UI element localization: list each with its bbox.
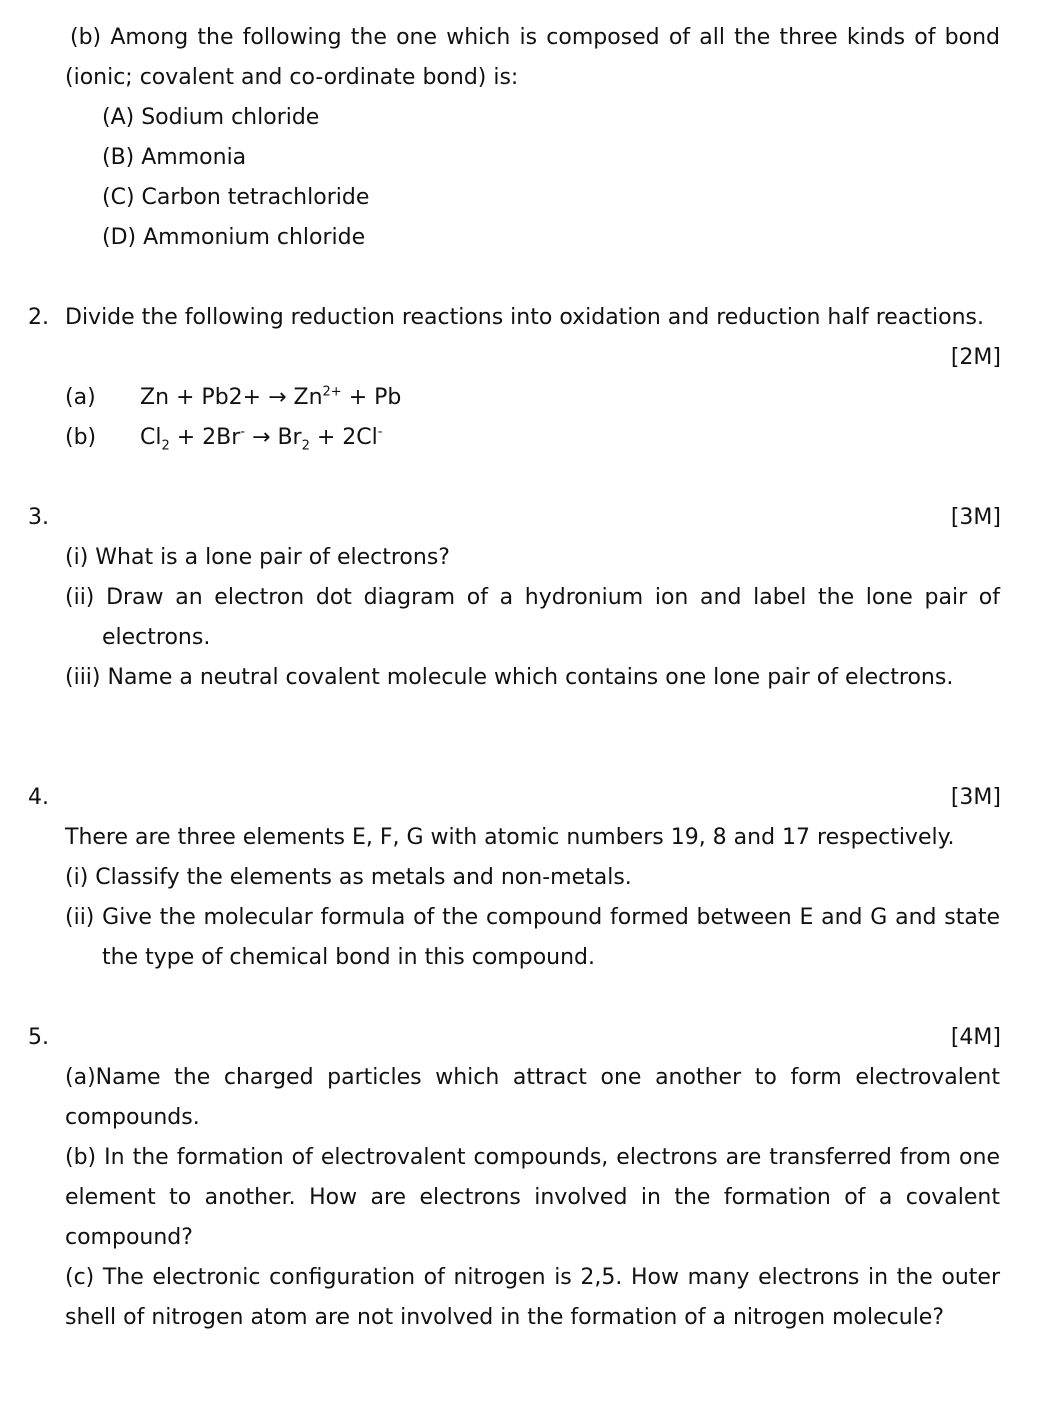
eq-text: + 2Br — [169, 425, 241, 450]
equation-b — [65, 418, 382, 458]
q4-number: 4. — [28, 785, 49, 810]
q5-c: (c) The electronic configuration of nitrogen is 2,5. How many electrons in the outer shell of nitrogen atom are not involved in the formation of a nitrogen molecule? — [65, 1265, 1000, 1330]
option-a: (A) Sodium chloride — [102, 105, 320, 130]
eq-sup: 2+ — [322, 384, 342, 400]
eq-text: + 2Cl — [309, 425, 378, 450]
eq-text: Cl — [140, 425, 162, 450]
q5-marks: [4M] — [950, 1025, 1001, 1050]
q5-number: 5. — [28, 1025, 49, 1050]
eq-sup: - — [240, 424, 246, 440]
q3-ii: (ii) Draw an electron dot diagram of a hydronium ion and label the lone pair of electrons. — [65, 585, 1000, 650]
eq-sup: - — [377, 424, 383, 440]
equation-a — [65, 378, 401, 418]
option-b: (B) Ammonia — [102, 145, 247, 170]
q1b-stem: (b) Among the following the one which is composed of all the three kinds of bond (ionic; covalent and co-ordinate bond) is: — [65, 25, 1000, 90]
q3-number: 3. — [28, 505, 49, 530]
eq-sub: 2 — [301, 438, 310, 454]
q4-i: (i) Classify the elements as metals and non-metals. — [65, 865, 632, 890]
q3-iii: (iii) Name a neutral covalent molecule which contains one lone pair of electrons. — [65, 665, 954, 690]
q3-i: (i) What is a lone pair of electrons? — [65, 545, 450, 570]
eq-text: → Br — [245, 425, 302, 450]
q4-ii: (ii) Give the molecular formula of the compound formed between E and G and state the type of chemical bond in this compound. — [65, 905, 1000, 970]
eq-label: (b) — [65, 425, 97, 450]
q3-marks: [3M] — [950, 505, 1001, 530]
option-d: (D) Ammonium chloride — [102, 225, 366, 250]
q5-a: (a)Name the charged particles which attract one another to form electrovalent compounds. — [65, 1065, 1000, 1130]
q5-b: (b) In the formation of electrovalent compounds, electrons are transferred from one element to another. How are electrons involved in the formation of a covalent compound? — [65, 1145, 1000, 1250]
q4-marks: [3M] — [950, 785, 1001, 810]
q4-intro: There are three elements E, F, G with atomic numbers 19, 8 and 17 respectively. — [65, 825, 955, 850]
option-c: (C) Carbon tetrachloride — [102, 185, 370, 210]
q2-number: 2. — [28, 305, 49, 330]
eq-text: Zn + Pb2+ → Zn — [140, 385, 323, 410]
eq-text: + Pb — [341, 385, 402, 410]
eq-sub: 2 — [161, 438, 170, 454]
q2-text: Divide the following reduction reactions into oxidation and reduction half reactions. — [65, 305, 984, 330]
eq-label: (a) — [65, 385, 96, 410]
q2-marks: [2M] — [950, 345, 1001, 370]
